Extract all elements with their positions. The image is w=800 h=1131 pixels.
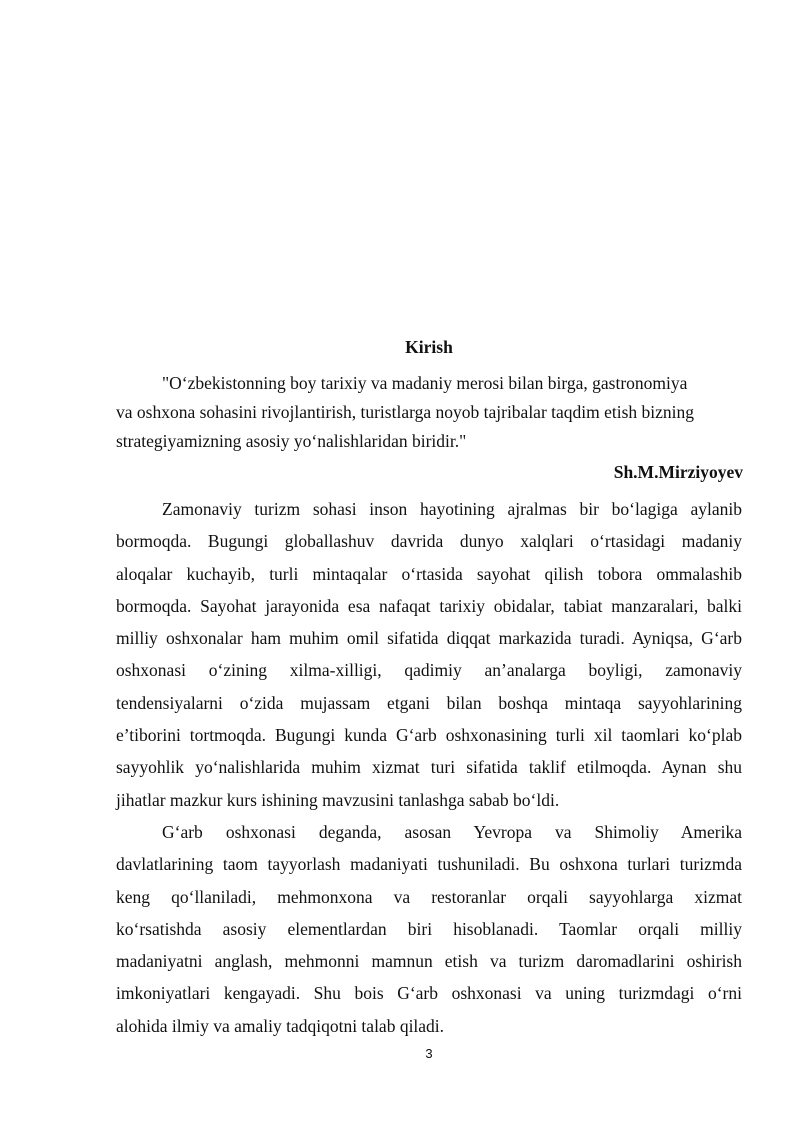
paragraph-line: davlatlarining taom tayyorlash madaniyati tushuniladi. Bu oshxona turlari turizmda [116,854,742,875]
paragraph-line: bormoqda. Bugungi globallashuv davrida dunyo xalqlari o‘rtasidagi madaniy [116,531,742,552]
paragraph-line: bormoqda. Sayohat jarayonida esa nafaqat tarixiy obidalar, tabiat manzaralari, balki [116,595,742,616]
epigraph-quote [116,369,746,456]
paragraph-line: G‘arb oshxonasi deganda, asosan Yevropa va Shimoliy Amerika [162,822,742,842]
paragraph-line: milliy oshxonalar ham muhim omil sifatida diqqat markazida turadi. Ayniqsa, G‘arb [116,628,742,649]
paragraph-line: ko‘rsatishda asosiy elementlardan biri hisoblanadi. Taomlar orqali milliy [116,918,742,939]
paragraph-line: keng qo‘llaniladi, mehmonxona va restoranlar orqali sayyohlarga xizmat [116,886,742,907]
paragraph-line: madaniyatni anglash, mehmonni mamnun etish va turizm daromadlarini oshirish [116,951,742,972]
paragraph-line: imkoniyatlari kengayadi. Shu bois G‘arb oshxonasi va uning turizmdagi o‘rni [116,983,742,1004]
paragraph-line: sayyohlik yo‘nalishlarida muhim xizmat turi sifatida taklif etilmoqda. Aynan shu [116,757,742,778]
paragraph-line: Zamonaviy turizm sohasi inson hayotining ajralmas bir bo‘lagiga aylanib [162,499,742,519]
epigraph-line: va oshxona sohasini rivojlantirish, turistlarga noyob tajribalar taqdim etish bizning [116,402,695,422]
paragraph-line: alohida ilmiy va amaliy tadqiqotni talab qiladi. [116,1015,445,1036]
paragraph-line: tendensiyalarni o‘zida mujassam etgani bilan boshqa mintaqa sayyohlarining [116,692,742,713]
body-paragraph [116,816,742,1042]
body-paragraph [116,493,742,816]
epigraph-author: Sh.M.Mirziyoyev [613,462,743,482]
page-number: 3 [425,1046,433,1061]
epigraph-line: "O‘zbekistonning boy tarixiy va madaniy merosi bilan birga, gastronomiya [162,373,688,393]
paragraph-line: jihatlar mazkur kurs ishining mavzusini tanlashga sabab bo‘ldi. [116,789,560,810]
paragraph-line: oshxonasi o‘zining xilma-xilligi, qadimiy an’analarga boyligi, zamonaviy [116,660,742,681]
epigraph-line: strategiyamizning asosiy yo‘nalishlaridan biridir." [116,431,467,451]
paragraph-line: e’tiborini tortmoqda. Bugungi kunda G‘arb oshxonasining turli xil taomlari ko‘plab [116,725,742,746]
paragraph-line: aloqalar kuchayib, turli mintaqalar o‘rtasida sayohat qilish tobora ommalashib [116,563,742,584]
section-heading: Kirish [405,337,453,357]
